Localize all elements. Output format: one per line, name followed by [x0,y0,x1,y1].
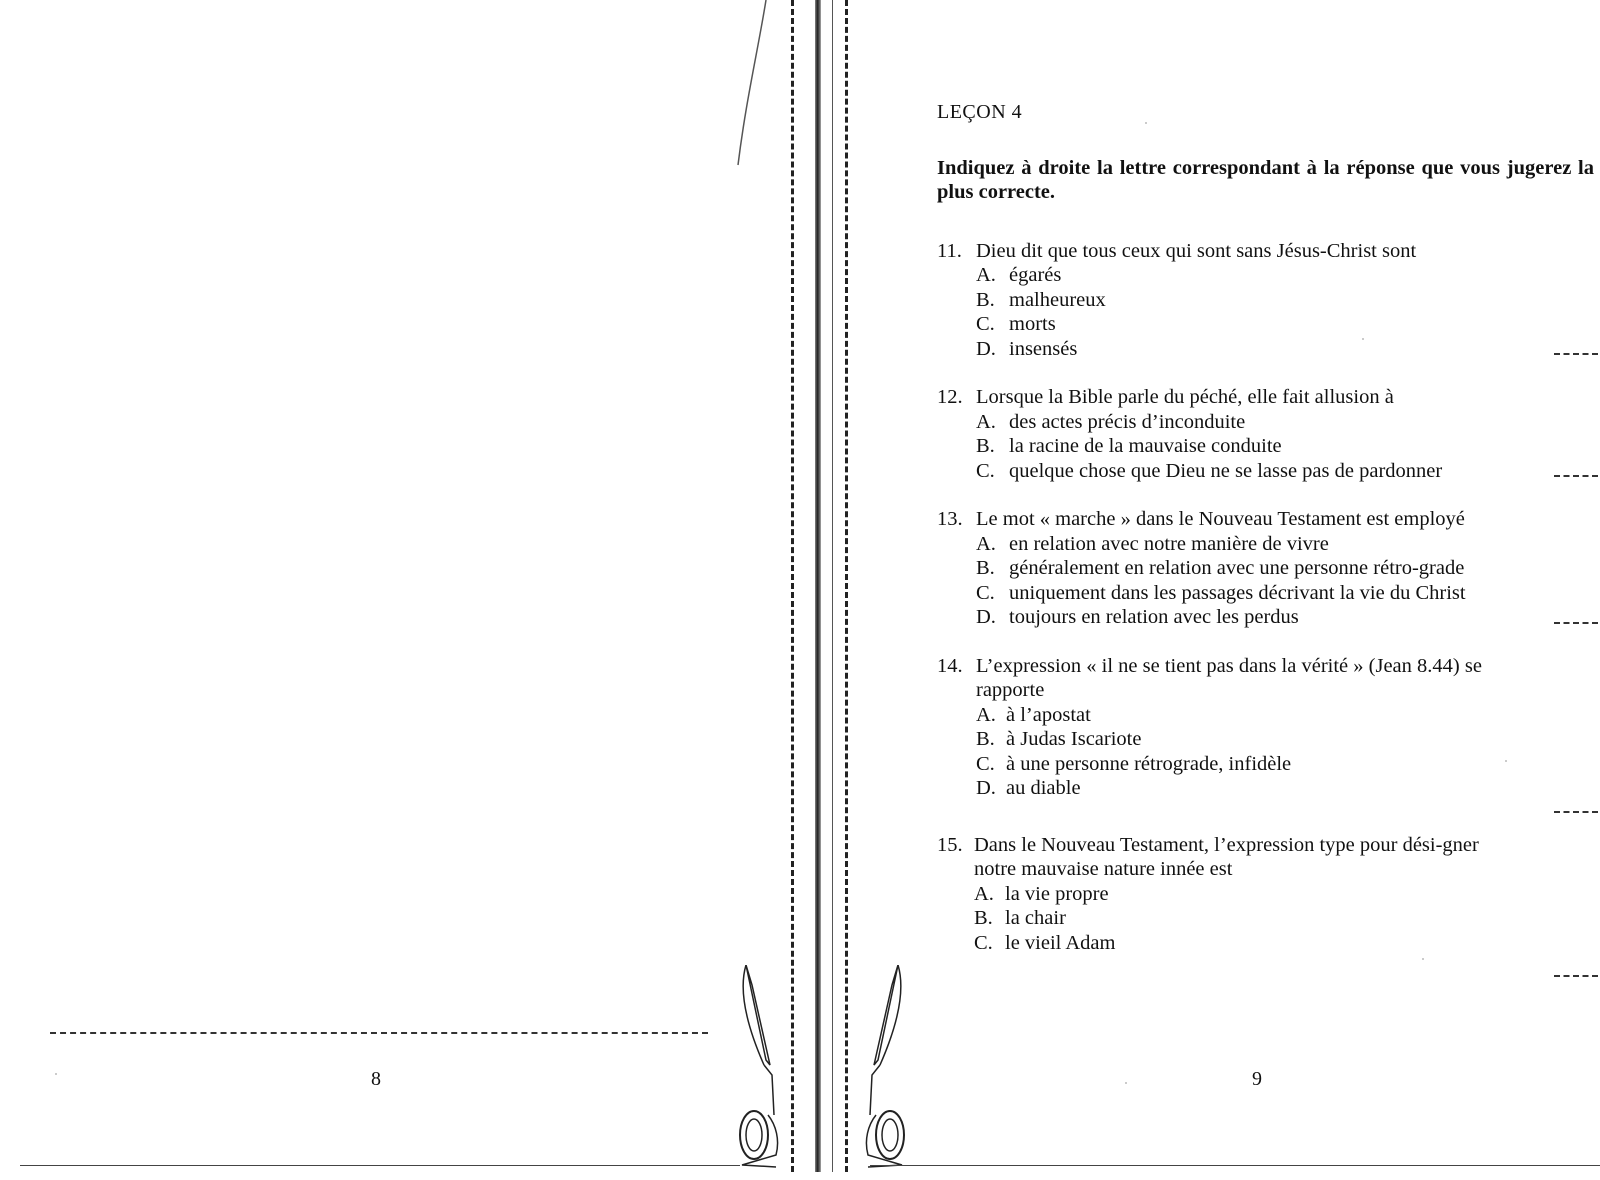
scan-speck [55,1073,57,1075]
option-letter: A. [976,410,996,433]
option-letter: A. [976,532,996,555]
question-text: L’expression « il ne se tient pas dans la vérité » (Jean 8.44) se rapporte [976,654,1482,701]
instructions: Indiquez à droite la lettre correspondant à la réponse que vous jugerez la plus correcte. [937,156,1594,203]
option-text: quelque chose que Dieu ne se lasse pas de pardonner [1009,459,1443,482]
page-curl-mark [728,0,788,240]
option-a [976,263,1506,288]
question-stem [937,385,1592,410]
question-text: Dans le Nouveau Testament, l’expression type pour dési-gner notre mauvaise nature innée est [974,833,1479,880]
cut-line-horizontal [50,1032,708,1034]
scissors-icon [858,965,908,1170]
question-stem [937,239,1592,264]
option-text: insensés [1009,337,1078,360]
option-b [976,288,1506,313]
option-text: des actes précis d’inconduite [1009,410,1246,433]
option-letter: C. [976,313,995,335]
cut-line-vertical-right [845,0,848,1172]
option-text: malheureux [1009,288,1106,311]
question-number: 11. [937,239,962,262]
option-b [976,556,1506,581]
question-number: 12. [937,386,963,408]
option-letter: C. [974,931,993,954]
question-15 [937,833,1592,956]
question-list [937,239,1592,956]
option-text: au diable [1006,777,1081,799]
option-c [976,312,1506,337]
option-list [937,703,1592,801]
option-b [974,906,1506,931]
option-text: généralement en relation avec une personne rétro-grade [1009,557,1465,579]
option-text: à Judas Iscariote [1006,728,1142,750]
option-b [976,434,1506,459]
option-letter: D. [976,777,996,799]
scan-speck [1125,1082,1127,1084]
option-a [974,882,1506,907]
option-text: morts [1009,313,1056,335]
option-list [937,882,1592,956]
scan-speck [1505,760,1507,762]
question-text: Lorsque la Bible parle du péché, elle fait allusion à [976,386,1394,408]
bottom-rule-right [870,1165,1600,1166]
option-list [937,263,1592,361]
question-number: 15. [937,833,963,856]
option-letter: C. [976,752,995,775]
option-letter: A. [976,703,996,726]
option-letter: A. [976,264,996,286]
option-d [976,776,1506,801]
page-number-left: 8 [371,1068,381,1090]
option-letter: D. [976,337,996,360]
answer-blank-11[interactable] [1554,345,1598,361]
option-text: uniquement dans les passages décrivant la vie du Christ [1009,581,1466,604]
right-page-content [937,100,1592,955]
option-text: le vieil Adam [1005,931,1116,954]
answer-blank-12[interactable] [1554,467,1598,483]
question-stem [937,654,1592,703]
option-b [976,727,1506,752]
bottom-rule-left [20,1165,740,1166]
question-12 [937,385,1592,483]
option-list [937,410,1592,484]
option-letter: B. [976,288,995,311]
question-text: Dieu dit que tous ceux qui sont sans Jésus-Christ sont [976,239,1417,262]
option-a [976,410,1506,435]
spine-fold [815,0,821,1172]
option-letter: B. [976,557,995,579]
option-text: en relation avec notre manière de vivre [1009,532,1329,555]
option-list [937,532,1592,630]
scissors-icon [736,965,786,1170]
question-stem [937,833,1592,882]
option-text: la vie propre [1005,882,1109,905]
option-d [976,605,1506,630]
page-number-right: 9 [1252,1068,1262,1090]
option-letter: C. [976,581,995,604]
answer-blank-13[interactable] [1554,614,1598,630]
option-letter: B. [976,728,995,750]
option-text: à une personne rétrograde, infidèle [1006,752,1292,775]
option-c [974,931,1506,956]
question-14 [937,654,1592,801]
cut-line-vertical-left [791,0,794,1172]
question-11 [937,239,1592,362]
option-letter: D. [976,606,996,628]
question-stem [937,507,1592,532]
answer-blank-14[interactable] [1554,803,1598,819]
option-text: toujours en relation avec les perdus [1009,606,1299,628]
option-text: à l’apostat [1006,703,1091,726]
question-number: 13. [937,508,963,530]
option-text: égarés [1009,264,1062,286]
scan-speck [1362,338,1364,340]
option-text: la chair [1005,907,1066,929]
option-letter: B. [974,907,993,929]
spine-fold-line [832,0,833,1172]
lesson-title: LEÇON 4 [937,101,1023,123]
option-a [976,532,1506,557]
answer-blank-15[interactable] [1554,967,1598,983]
option-a [976,703,1506,728]
option-text: la racine de la mauvaise conduite [1009,435,1282,457]
option-c [976,581,1506,606]
option-d [976,337,1506,362]
scan-speck [1422,958,1424,960]
option-letter: B. [976,435,995,457]
question-13 [937,507,1592,630]
option-letter: C. [976,459,995,482]
option-c [976,752,1506,777]
scan-speck [1145,122,1147,124]
option-c [976,459,1506,484]
option-letter: A. [974,882,994,905]
question-text: Le mot « marche » dans le Nouveau Testament est employé [976,508,1465,530]
question-number: 14. [937,654,963,677]
